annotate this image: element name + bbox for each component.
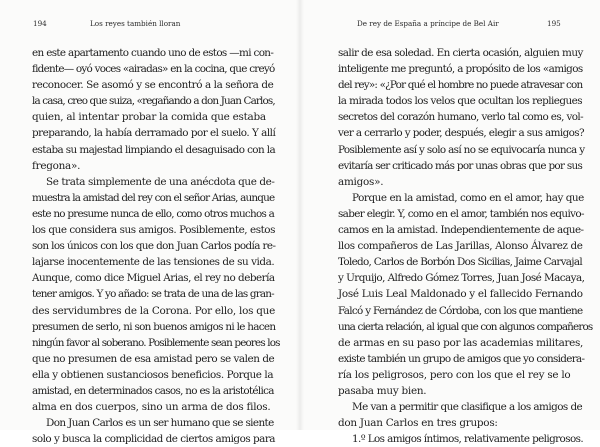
text-line: una cierta relación, al igual que con algunos compañeros bbox=[338, 320, 593, 333]
text-line: preparando, la había derramado por el suelo. Y allí bbox=[32, 127, 276, 140]
text-line: Falcó y Fernández de Córdoba, con los que mantiene bbox=[338, 304, 583, 317]
text-line: evitaría ser criticado más por unas obras que por sus bbox=[338, 159, 583, 172]
left-body-text bbox=[32, 45, 280, 447]
text-line: inteligente me preguntó, a propósito de los «amigos bbox=[338, 63, 583, 76]
text-line: existe también un grupo de amigos que yo considera- bbox=[338, 352, 585, 365]
text-line: Aunque, como dice Miguel Arias, el rey no debería bbox=[32, 272, 275, 285]
left-page-number: 194 bbox=[33, 19, 47, 28]
text-line: des servidumbres de la Corona. Por ello, los que bbox=[32, 304, 275, 317]
left-page bbox=[0, 0, 300, 446]
text-line: presumen de serlo, ni son buenos amigos ni le hacen bbox=[32, 320, 276, 333]
text-line: los que considera sus amigos. Posiblemente, estos bbox=[32, 224, 275, 237]
right-page bbox=[300, 0, 600, 446]
text-line: alma en dos cuerpos, sino un arma de dos filos. bbox=[32, 401, 271, 414]
text-line: ningún favor al soberano. Posiblemente sean peores los bbox=[32, 336, 280, 349]
text-line: Me van a permitir que clasifique a los amigos de bbox=[352, 401, 583, 414]
text-line: quien, al intentar probar la comida que estaba bbox=[32, 111, 266, 124]
text-line: fregona». bbox=[32, 159, 81, 172]
text-line: Porque en la amistad, como en el amor, hay que bbox=[352, 191, 584, 204]
text-line: amigos». bbox=[338, 175, 384, 188]
text-line: en este apartamento cuando uno de estos —mi con- bbox=[32, 47, 274, 59]
text-line: llos compañeros de Las Jarillas, Alonso Álvarez de bbox=[338, 240, 583, 253]
text-line: muestra la amistad del rey con el señor Arias, aunque bbox=[32, 191, 275, 204]
text-line: tener amigos. Y yo añado: se trata de una de las gran- bbox=[32, 288, 274, 301]
text-line: solo y busca la complicidad de ciertos amigos para bbox=[32, 433, 275, 446]
text-line: lajarse inocentemente de las tensiones de su vida. bbox=[32, 256, 275, 269]
text-line: la mirada todos los velos que ocultan los repliegues bbox=[338, 95, 582, 108]
text-line: Posiblemente así y solo así no se equivocaría nunca y bbox=[338, 143, 585, 156]
text-line: ver a cerrarlo y poder, después, elegir a sus amigos? bbox=[338, 127, 585, 140]
text-line: amistad, en determinados casos, no es la aristotélica bbox=[32, 384, 274, 397]
text-line: del rey»: «¿Por qué el hombre no puede atravesar con bbox=[338, 79, 583, 92]
right-body-text bbox=[338, 45, 593, 447]
text-line: José Luis Leal Maldonado y el fallecido Fernando bbox=[338, 288, 583, 301]
text-line: pasaba muy bien. bbox=[338, 384, 427, 397]
text-line: don Juan Carlos en tres grupos: bbox=[338, 417, 498, 430]
text-line: saber elegir. Y, como en el amor, también nos equivo- bbox=[338, 207, 584, 220]
text-line: fidente— oyó voces «airadas» en la cocina, que creyó bbox=[32, 63, 275, 76]
text-line: 1.º Los amigos íntimos, relativamente peligrosos. bbox=[352, 433, 584, 446]
text-line: de armas en su paso por las academias militares, bbox=[338, 336, 584, 349]
text-line: la casa, creo que suiza, «regañando a don Juan Carlos, bbox=[32, 95, 275, 108]
text-line: ella y obtienen sustanciosos beneficios. Porque la bbox=[32, 368, 274, 381]
right-page-number: 195 bbox=[547, 19, 561, 28]
left-running-head: Los reyes también lloran bbox=[90, 19, 181, 28]
text-line: Se trata simplemente de una anécdota que de- bbox=[46, 175, 275, 188]
text-line: reconocer. Se asomó y se encontró a la señora de bbox=[32, 79, 274, 92]
text-line: Toledo, Carlos de Borbón Dos Sicilias, Jaime Carvajal bbox=[338, 256, 582, 269]
text-line: este no presume nunca de ello, como otros muchos a bbox=[32, 207, 275, 220]
text-line: secretos del corazón humano, verlo tal como es, vol- bbox=[338, 111, 584, 124]
text-line: salir de esa soledad. En cierta ocasión, alguien muy bbox=[338, 47, 583, 59]
text-line: y Urquijo, Alfredo Gómez Torres, Juan José Macaya, bbox=[338, 272, 585, 285]
text-line: camos en la amistad. Independientemente de aque- bbox=[338, 224, 584, 237]
text-line: ría los peligrosos, pero con los que el rey se lo bbox=[338, 368, 571, 381]
text-line: estaba su majestad limpiando el desaguisado con la bbox=[32, 143, 276, 156]
text-line: son los únicos con los que don Juan Carlos podía re- bbox=[32, 240, 276, 253]
text-line: Don Juan Carlos es un ser humano que se siente bbox=[46, 417, 274, 430]
right-running-head: De rey de España a príncipe de Bel Air bbox=[357, 19, 499, 28]
text-line: que no presumen de esa amistad pero se valen de bbox=[32, 352, 275, 365]
